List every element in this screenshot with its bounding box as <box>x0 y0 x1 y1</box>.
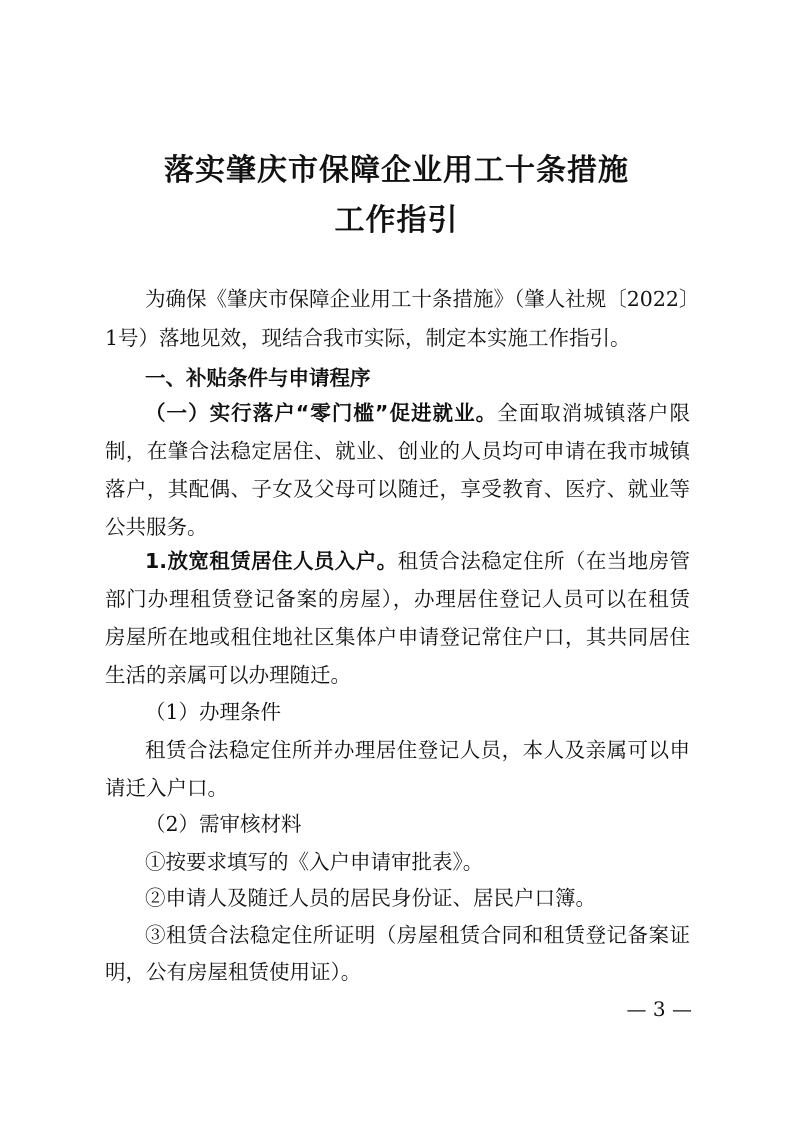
document-title-line2: 工作指引 <box>334 203 459 238</box>
materials-item1: ①按要求填写的《入户申请审批表》。 <box>145 850 484 874</box>
conditions-line2: 请迁入户口。 <box>105 776 228 800</box>
sub1-line4: 生活的亲属可以办理随迁。 <box>105 663 351 687</box>
document-title-line1: 落实肇庆市保障企业用工十条措施 <box>164 153 629 188</box>
page-number: — 3 — <box>626 997 692 1021</box>
item1-line2: 制，在肇合法稳定居住、就业、创业的人员均可申请在我市城镇 <box>105 439 690 463</box>
sub1-line2: 部门办理租赁登记备案的房屋），办理居住登记人员可以在租赁 <box>105 587 690 611</box>
item1-line1-rest: 全面取消城镇落户限 <box>497 401 691 425</box>
sub1-bold-lead: 1.放宽租赁居住人员入户。 <box>145 549 398 573</box>
sub1-line1-rest: 租赁合法稳定住所（在当地房管 <box>397 549 690 573</box>
item1-bold-lead: （一）实行落户“零门槛”促进就业。 <box>145 401 498 425</box>
sub1-line3: 房屋所在地或租住地社区集体户申请登记常住户口，其共同居住 <box>105 625 690 649</box>
intro-line2: 1号）落地见效，现结合我市实际，制定本实施工作指引。 <box>105 326 631 350</box>
materials-item3-line2: 明，公有房屋租赁使用证）。 <box>105 960 362 984</box>
item1-line4: 公共服务。 <box>105 515 208 539</box>
sub1-line1 <box>145 546 690 576</box>
item1-line3: 落户，其配偶、子女及父母可以随迁，享受教育、医疗、就业等 <box>105 477 690 501</box>
intro-line1: 为确保《肇庆市保障企业用工十条措施》（肇人社规〔2022〕 <box>145 287 700 311</box>
materials-item3-line1: ③租赁合法稳定住所证明（房屋租赁合同和租赁登记备案证 <box>145 923 690 947</box>
conditions-line1: 租赁合法稳定住所并办理居住登记人员，本人及亲属可以申 <box>145 738 690 762</box>
conditions-heading: （1）办理条件 <box>145 700 282 724</box>
materials-heading: （2）需审核材料 <box>145 812 302 836</box>
item1-line1 <box>145 398 690 428</box>
section1-heading: 一、补贴条件与申请程序 <box>145 366 371 390</box>
materials-item2: ②申请人及随迁人员的居民身份证、居民户口簿。 <box>145 886 596 910</box>
